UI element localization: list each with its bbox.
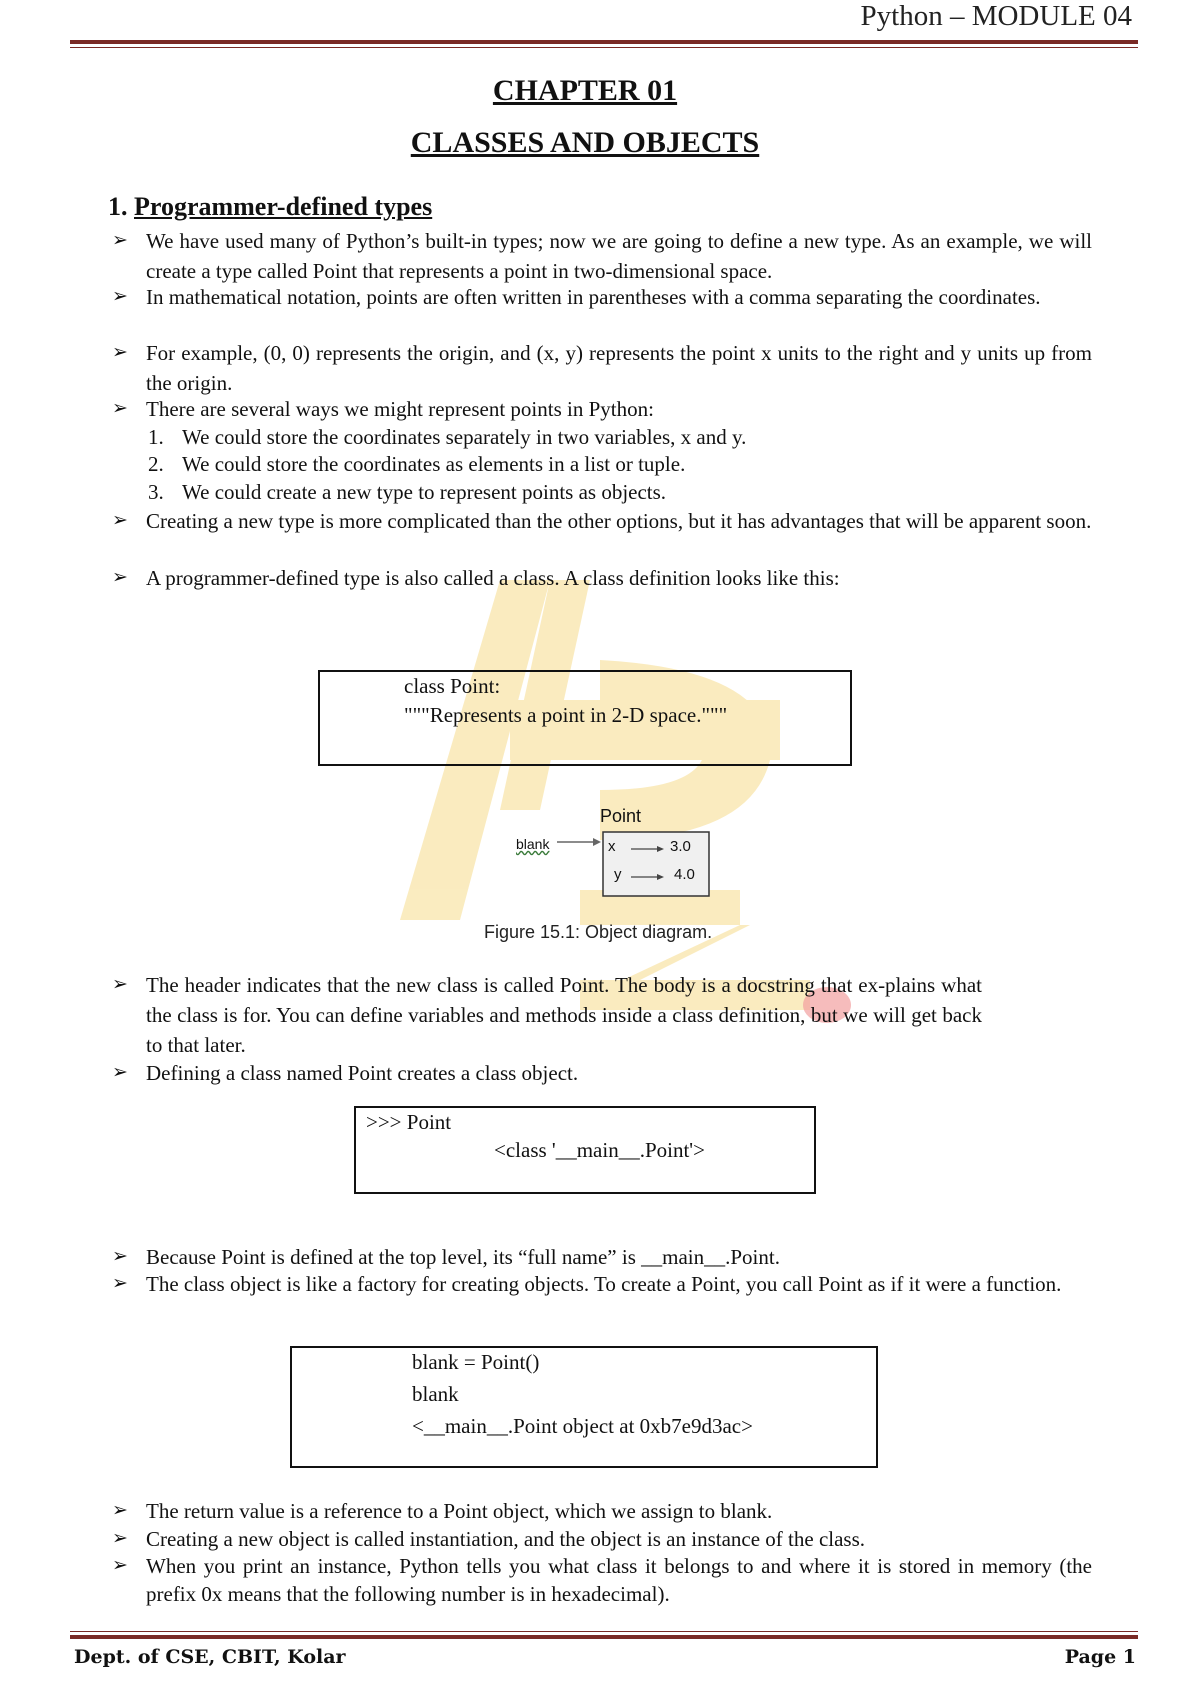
arrow-bullet-icon: ➢ [112, 567, 128, 588]
code-block-class-object [354, 1106, 816, 1194]
bullet-item: ➢ A programmer-defined type is also called a class. A class definition looks like this: [112, 563, 1092, 593]
arrow-bullet-icon: ➢ [112, 286, 128, 307]
arrow-bullet-icon: ➢ [112, 1062, 128, 1083]
figure-x-value: 3.0 [670, 838, 691, 855]
footer-rule-thin [70, 1631, 1138, 1632]
figure-y-name: y [614, 866, 622, 883]
object-box [603, 832, 709, 896]
figure-x-name: x [608, 838, 616, 855]
code-line: blank [412, 1382, 459, 1406]
numbered-item: 2. We could store the coordinates as elements in a list or tuple. [148, 452, 686, 476]
footer-rule-thick [70, 1635, 1138, 1639]
figure-caption: Figure 15.1: Object diagram. [484, 922, 713, 942]
running-header-title: Python – MODULE 04 [860, 0, 1132, 32]
bullet-item: ➢ When you print an instance, Python tells you what class it belongs to and where it is stored in memory (the prefix 0x means that the following number is in hexadecimal). [112, 1554, 1092, 1606]
bullet-item: ➢ We have used many of Python’s built-in types; now we are going to define a new type. As an example, we will create a type called Point that represents a point in two-dimensional space. [112, 226, 1092, 286]
reference-arrow-head [593, 838, 601, 846]
code-line: >>> Point [366, 1110, 452, 1134]
header-rule-thin [70, 47, 1138, 48]
figure-y-value: 4.0 [674, 866, 695, 883]
arrow-bullet-icon: ➢ [112, 1528, 128, 1549]
arrow-bullet-icon: ➢ [112, 1500, 128, 1521]
arrow-bullet-icon: ➢ [112, 342, 128, 363]
bullet-item: ➢ The class object is like a factory for creating objects. To create a Point, you call Point as if it were a function. [112, 1272, 1062, 1296]
bullet-item: ➢ Defining a class named Point creates a class object. [112, 1058, 1092, 1088]
arrow-bullet-icon: ➢ [112, 510, 128, 531]
section-heading [108, 192, 432, 222]
arrow-bullet-icon: ➢ [112, 1555, 128, 1576]
footer-department: Dept. of CSE, CBIT, Kolar [74, 1646, 346, 1668]
code-line: <class '__main__.Point'> [494, 1138, 705, 1162]
header-rule-thick [70, 40, 1138, 44]
bullet-item: ➢ The return value is a reference to a Point object, which we assign to blank. [112, 1496, 1092, 1526]
bullet-item: ➢ Creating a new object is called instantiation, and the object is an instance of the class. [112, 1524, 1092, 1554]
arrow-bullet-icon: ➢ [112, 1246, 128, 1267]
code-block-instantiation [290, 1346, 878, 1468]
bullet-item: ➢ In mathematical notation, points are often written in parentheses with a comma separating the coordinates. [112, 282, 1092, 312]
code-line: <__main__.Point object at 0xb7e9d3ac> [412, 1414, 753, 1438]
object-diagram [555, 830, 715, 900]
chapter-title: CLASSES AND OBJECTS [410, 126, 760, 159]
bullet-item: ➢ For example, (0, 0) represents the origin, and (x, y) represents the point x units to the right and y units up from the origin. [112, 338, 1092, 398]
section-number: 1. [108, 192, 128, 221]
numbered-item: 1. We could store the coordinates separately in two variables, x and y. [148, 425, 747, 449]
bullet-item: ➢ The header indicates that the new class is called Point. The body is a docstring that ex-plains what the class is for. You can define variables and methods inside a class definition, but we will get back to that later. [112, 970, 982, 1060]
arrow-bullet-icon: ➢ [112, 974, 128, 995]
bullet-item: ➢ Creating a new type is more complicated than the other options, but it has advantages that will be apparent soon. [112, 506, 1092, 536]
section-title: Programmer-defined types [134, 192, 433, 221]
bullet-item: ➢ There are several ways we might represent points in Python: [112, 394, 1092, 424]
numbered-item: 3. We could create a new type to represent points as objects. [148, 480, 667, 504]
chapter-number: CHAPTER 01 [492, 74, 678, 107]
code-line: """Represents a point in 2-D space.""" [404, 703, 728, 727]
bullet-item: ➢ Because Point is defined at the top level, its “full name” is __main__.Point. [112, 1242, 1092, 1272]
figure-class-label: Point [600, 806, 642, 826]
code-line: blank = Point() [412, 1350, 540, 1374]
arrow-bullet-icon: ➢ [112, 1273, 128, 1294]
code-line: class Point: [404, 674, 501, 698]
arrow-bullet-icon: ➢ [112, 230, 128, 251]
footer-page-number: Page 1 [1064, 1646, 1136, 1668]
code-block-class-definition [318, 670, 852, 766]
arrow-bullet-icon: ➢ [112, 398, 128, 419]
figure-variable-label: blank [516, 836, 550, 852]
